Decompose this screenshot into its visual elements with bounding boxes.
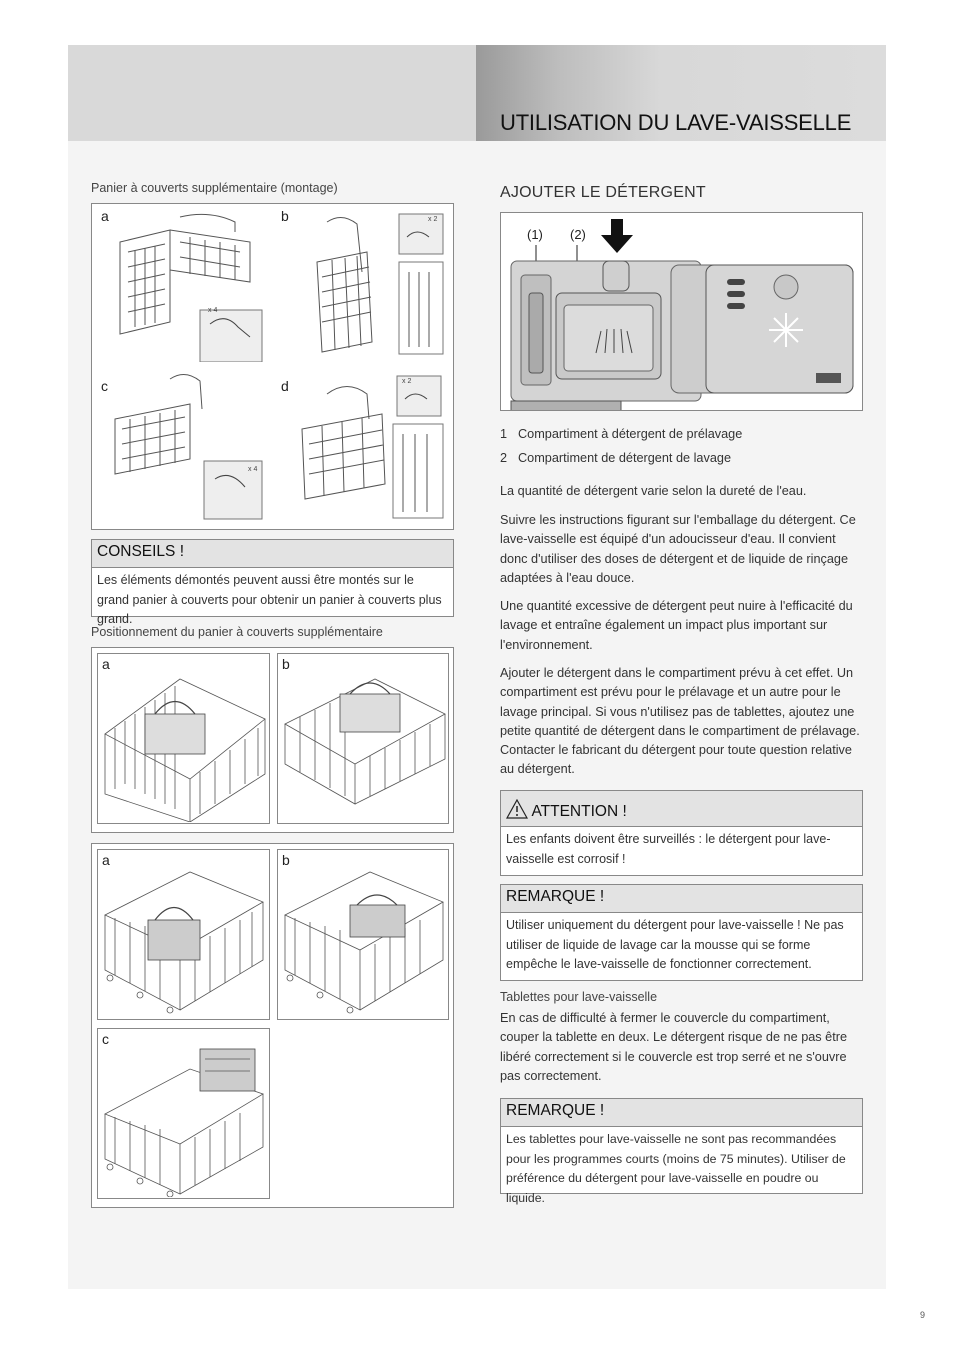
figure-label-a: a: [101, 208, 109, 224]
header-band-left: [68, 45, 476, 141]
conseils-title: CONSEILS !: [92, 540, 453, 568]
attention-header: [501, 791, 862, 827]
position-2-frame-a: [97, 849, 270, 1020]
figure-detergent-dispenser: [500, 212, 863, 411]
figure-label-b: b: [282, 656, 290, 672]
diagram-label-1: (1): [527, 227, 543, 242]
remarque-title-2: REMARQUE !: [501, 1099, 862, 1127]
rack-drawing-1b: [280, 664, 448, 822]
list-item-number: 1: [500, 427, 508, 441]
conseils-box: [91, 539, 454, 626]
figure-position-1: [91, 647, 454, 833]
page-number: 9: [920, 1310, 926, 1320]
list-item-number: 2: [500, 451, 508, 465]
figure-label-c: c: [102, 1031, 109, 1047]
attention-title: ATTENTION !: [531, 803, 627, 820]
remarque-body-1: Utiliser uniquement du détergent pour lave-vaisselle ! Ne pas utiliser de liquide de lavage car la mousse qui se forme empêche le lave-vaisselle de fonctionner correctement.: [506, 918, 844, 971]
figure-position-2: [91, 843, 454, 1208]
position-1-frame-a: [97, 653, 270, 824]
qty-label-a: x 4: [208, 307, 218, 314]
basket-drawing-c: [110, 369, 270, 524]
paragraph-dose: La quantité de détergent varie selon la dureté de l'eau.: [500, 484, 807, 498]
paragraph-add-detergent: Ajouter le détergent dans le compartiment prévu à cet effet. Un compartiment est prévu pour le prélavage et un autre pour le lavage principal. Si vous n'utilisez pas de tablettes, ajoutez une petite quantité de détergent dans le compartiment de prélavage. Contacter le fabricant du détergent pour toute question relative au détergent.: [500, 666, 860, 777]
figure-label-a: a: [102, 656, 110, 672]
tablettes-heading: Tablettes pour lave-vaisselle: [500, 990, 658, 1004]
rack-drawing-2a: [100, 860, 268, 1018]
qty-label-b: x 2: [428, 216, 438, 223]
attention-box: [500, 790, 863, 876]
figure-label-a: a: [102, 852, 110, 868]
caption-position: Positionnement du panier à couverts supplémentaire: [91, 625, 383, 639]
figure-montage: [91, 203, 454, 530]
figure-label-b: b: [281, 208, 289, 224]
remarque-box-1: [500, 884, 863, 981]
rack-drawing-1a: [100, 664, 268, 822]
tablettes-body: En cas de difficulté à fermer le couvercle du compartiment, couper la tablette en deux. Le détergent risque de ne pas être libéré correctement si le couvercle est trop serré et ne s'ouvre pas correctement.: [500, 1011, 848, 1083]
remarque-title-1: REMARQUE !: [501, 885, 862, 913]
conseils-body: Les éléments démontés peuvent aussi être montés sur le grand panier à couverts pour obtenir un panier à couverts plus grand.: [97, 573, 442, 626]
paragraph-instructions: Suivre les instructions figurant sur l'emballage du détergent. Ce lave-vaisselle est équipé d'un adoucisseur d'eau. Il convient donc d'utiliser des doses de détergent et de liquide de rinçage adaptées à l'eau douce.: [500, 513, 856, 585]
attention-body: Les enfants doivent être surveillés : le détergent pour lave-vaisselle est corrosif !: [506, 832, 831, 866]
diagram-label-2: (2): [570, 227, 586, 242]
warning-triangle-icon: [506, 799, 528, 819]
section-heading-detergent: AJOUTER LE DÉTERGENT: [500, 184, 706, 201]
paragraph-excess: Une quantité excessive de détergent peut nuire à l'efficacité du lavage et entraîne également un impact plus important sur l'environnement.: [500, 599, 853, 652]
position-1-frame-b: [277, 653, 449, 824]
list-item-1: [500, 427, 742, 441]
list-item-text: Compartiment de détergent de lavage: [518, 451, 731, 465]
list-item-text: Compartiment à détergent de prélavage: [518, 427, 743, 441]
basket-drawing-d: [297, 374, 449, 524]
basket-drawing-a: [110, 212, 270, 362]
caption-montage: Panier à couverts supplémentaire (montage): [91, 181, 338, 195]
rack-drawing-2b: [280, 860, 448, 1018]
page-title: UTILISATION DU LAVE-VAISSELLE: [500, 110, 852, 135]
figure-label-c: c: [101, 378, 108, 394]
remarque-body-2: Les tablettes pour lave-vaisselle ne sont pas recommandées pour les programmes courts (moins de 75 minutes). Utiliser de préférence du détergent pour lave-vaisselle en poudre ou liquide.: [506, 1132, 846, 1205]
qty-label-d: x 2: [402, 378, 412, 385]
remarque-box-2: [500, 1098, 863, 1205]
qty-label-c: x 4: [248, 466, 258, 473]
figure-label-b: b: [282, 852, 290, 868]
position-2-frame-b: [277, 849, 449, 1020]
dispenser-drawing: [501, 213, 863, 411]
rack-drawing-2c: [100, 1039, 268, 1197]
basket-drawing-b: [297, 212, 449, 362]
position-2-frame-c: [97, 1028, 270, 1199]
list-item-2: [500, 451, 731, 465]
figure-label-d: d: [281, 378, 289, 394]
